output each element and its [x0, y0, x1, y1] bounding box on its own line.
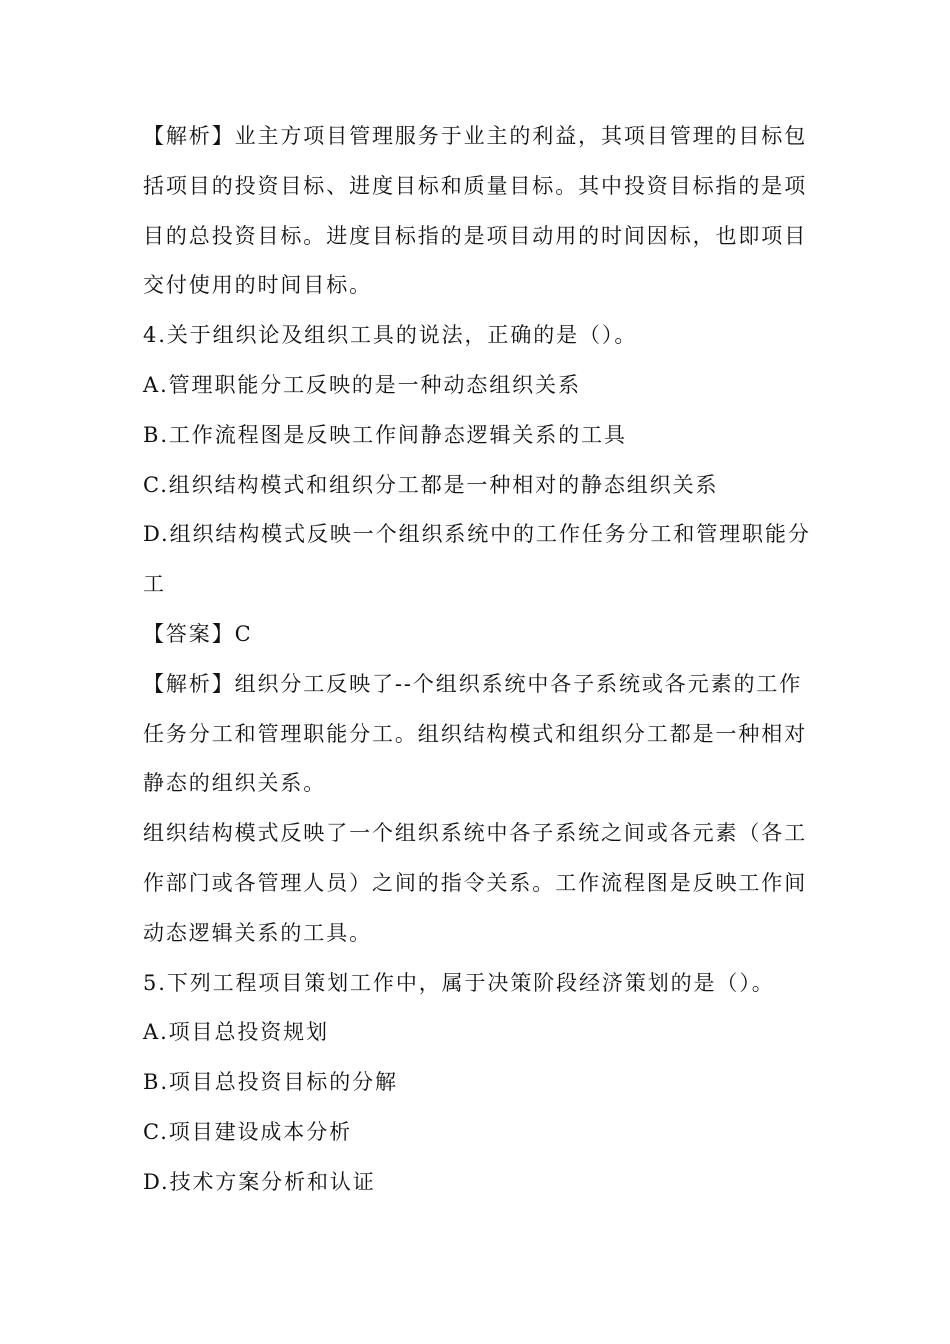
- document-body: [143, 112, 813, 1208]
- question-5-option-b: B.项目总投资目标的分解: [143, 1070, 398, 1095]
- question-4-option-a: A.管理职能分工反映的是一种动态组织关系: [143, 372, 581, 397]
- analysis-paragraph-q3: 【解析】业主方项目管理服务于业主的利益，其项目管理的目标包括项目的投资目标、进度目标和质量目标。其中投资目标指的是项目的总投资目标。进度目标指的是项目动用的时间因标，也即项目交付使用的时间目标。: [143, 124, 808, 298]
- question-4-option-d: D.组织结构模式反映一个组织系统中的工作任务分工和管理职能分工: [143, 522, 811, 597]
- question-4-stem: 4.关于组织论及组织工具的说法，正确的是（）。: [143, 323, 638, 348]
- question-5-stem: 5.下列工程项目策划工作中，属于决策阶段经济策划的是（）。: [143, 970, 775, 995]
- question-4-option-b: B.工作流程图是反映工作间静态逻辑关系的工具: [143, 422, 627, 447]
- question-5-option-c: C.项目建设成本分析: [143, 1119, 352, 1144]
- question-5-option-d: D.技术方案分析和认证: [143, 1169, 376, 1194]
- question-5-option-a: A.项目总投资规划: [143, 1020, 329, 1045]
- question-4-analysis: 【解析】组织分工反映了--个组织系统中各子系统或各元素的工作任务分工和管理职能分工。组织结构模式和组织分工都是一种相对静态的组织关系。: [143, 671, 808, 796]
- question-4-option-c: C.组织结构模式和组织分工都是一种相对的静态组织关系: [143, 472, 719, 497]
- question-4-analysis-continued: 组织结构模式反映了一个组织系统中各子系统之间或各元素（各工作部门或各管理人员）之间的指令关系。工作流程图是反映工作间动态逻辑关系的工具。: [143, 821, 808, 945]
- question-4-answer: 【答案】C: [143, 621, 253, 646]
